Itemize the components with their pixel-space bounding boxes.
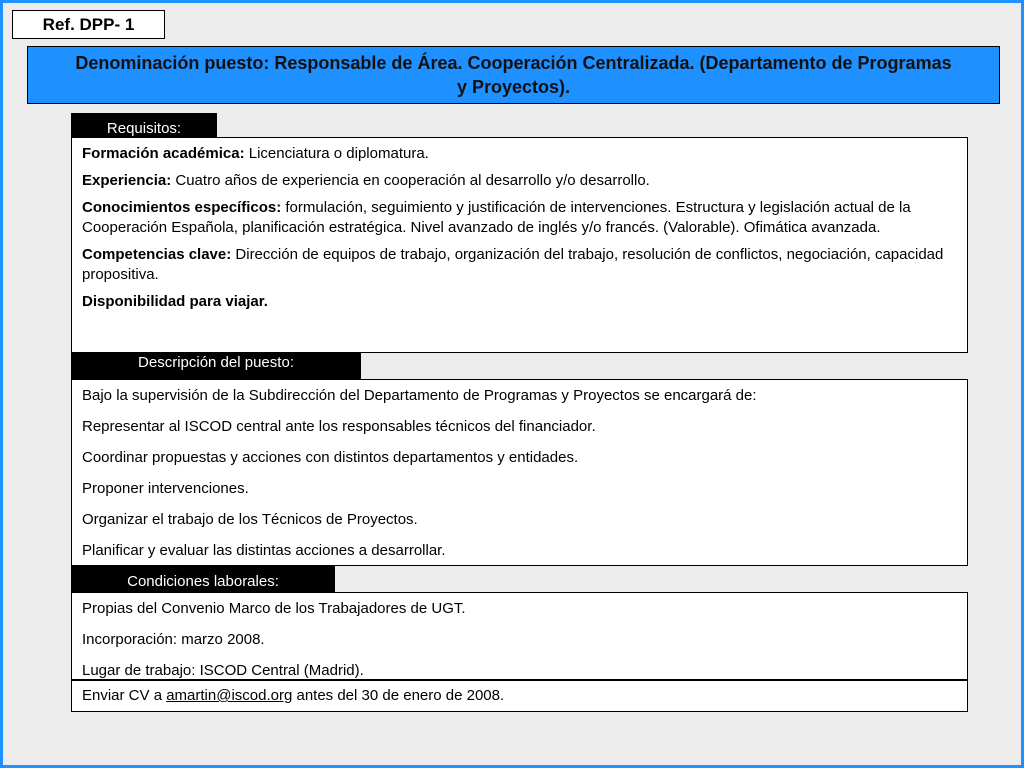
competencias-label: Competencias clave:: [82, 246, 232, 263]
descripcion-item: Organizar el trabajo de los Técnicos de Proyectos.: [82, 511, 418, 528]
condiciones-box: [71, 592, 968, 680]
conocimientos-label: Conocimientos específicos:: [82, 199, 282, 216]
descripcion-item: Coordinar propuestas y acciones con distintos departamentos y entidades.: [82, 449, 579, 466]
experiencia-text: Cuatro años de experiencia en cooperación al desarrollo y/o desarrollo.: [171, 172, 650, 189]
condiciones-tab: Condiciones laborales:: [71, 566, 335, 592]
descripcion-item: Bajo la supervisión de la Subdirección del Departamento de Programas y Proyectos se encargará de:: [82, 387, 757, 404]
descripcion-item: Representar al ISCOD central ante los responsables técnicos del financiador.: [82, 418, 596, 435]
envio-suffix: antes del 30 de enero de 2008.: [292, 687, 505, 704]
formacion-text: Licenciatura o diplomatura.: [244, 145, 429, 162]
competencias-text: Dirección de equipos de trabajo, organización del trabajo, resolución de conflictos, negociación, capacidad propositiva.: [82, 246, 944, 283]
disponibilidad-label: Disponibilidad para viajar.: [82, 293, 268, 310]
job-title: Denominación puesto: Responsable de Área. Cooperación Centralizada. (Departamento de Programas y Proyectos).: [75, 53, 952, 97]
requisitos-box: [71, 137, 968, 353]
descripcion-item: Planificar y evaluar las distintas acciones a desarrollar.: [82, 542, 446, 559]
envio-box: [71, 680, 968, 712]
experiencia-line: [82, 171, 957, 191]
email-link[interactable]: amartin@iscod.org: [166, 687, 293, 704]
descripcion-box: [71, 379, 968, 566]
descripcion-item: Proponer intervenciones.: [82, 480, 249, 497]
conocimientos-line: [82, 198, 957, 238]
formacion-label: Formación académica:: [82, 145, 245, 162]
conocimientos-text: formulación, seguimiento y justificación de intervenciones. Estructura y legislación actual de la Cooperación Española, planificación estratégica. Nivel avanzado de inglés y/o francés. (Valorable). Ofimática avanzada.: [82, 199, 911, 236]
requisitos-tab: Requisitos:: [71, 113, 217, 137]
job-title-banner: [27, 46, 1000, 104]
envio-prefix: Enviar CV a: [82, 687, 167, 704]
competencias-line: [82, 245, 957, 285]
experiencia-label: Experiencia:: [82, 172, 172, 189]
descripcion-tab: Descripción del puesto:: [71, 353, 361, 379]
condiciones-item: Incorporación: marzo 2008.: [82, 631, 265, 648]
condiciones-item: Lugar de trabajo: ISCOD Central (Madrid).: [82, 662, 364, 679]
reference-label: Ref. DPP- 1: [12, 10, 165, 39]
formacion-line: [82, 144, 957, 164]
condiciones-item: Propias del Convenio Marco de los Trabajadores de UGT.: [82, 600, 466, 617]
disponibilidad-line: [82, 292, 957, 312]
